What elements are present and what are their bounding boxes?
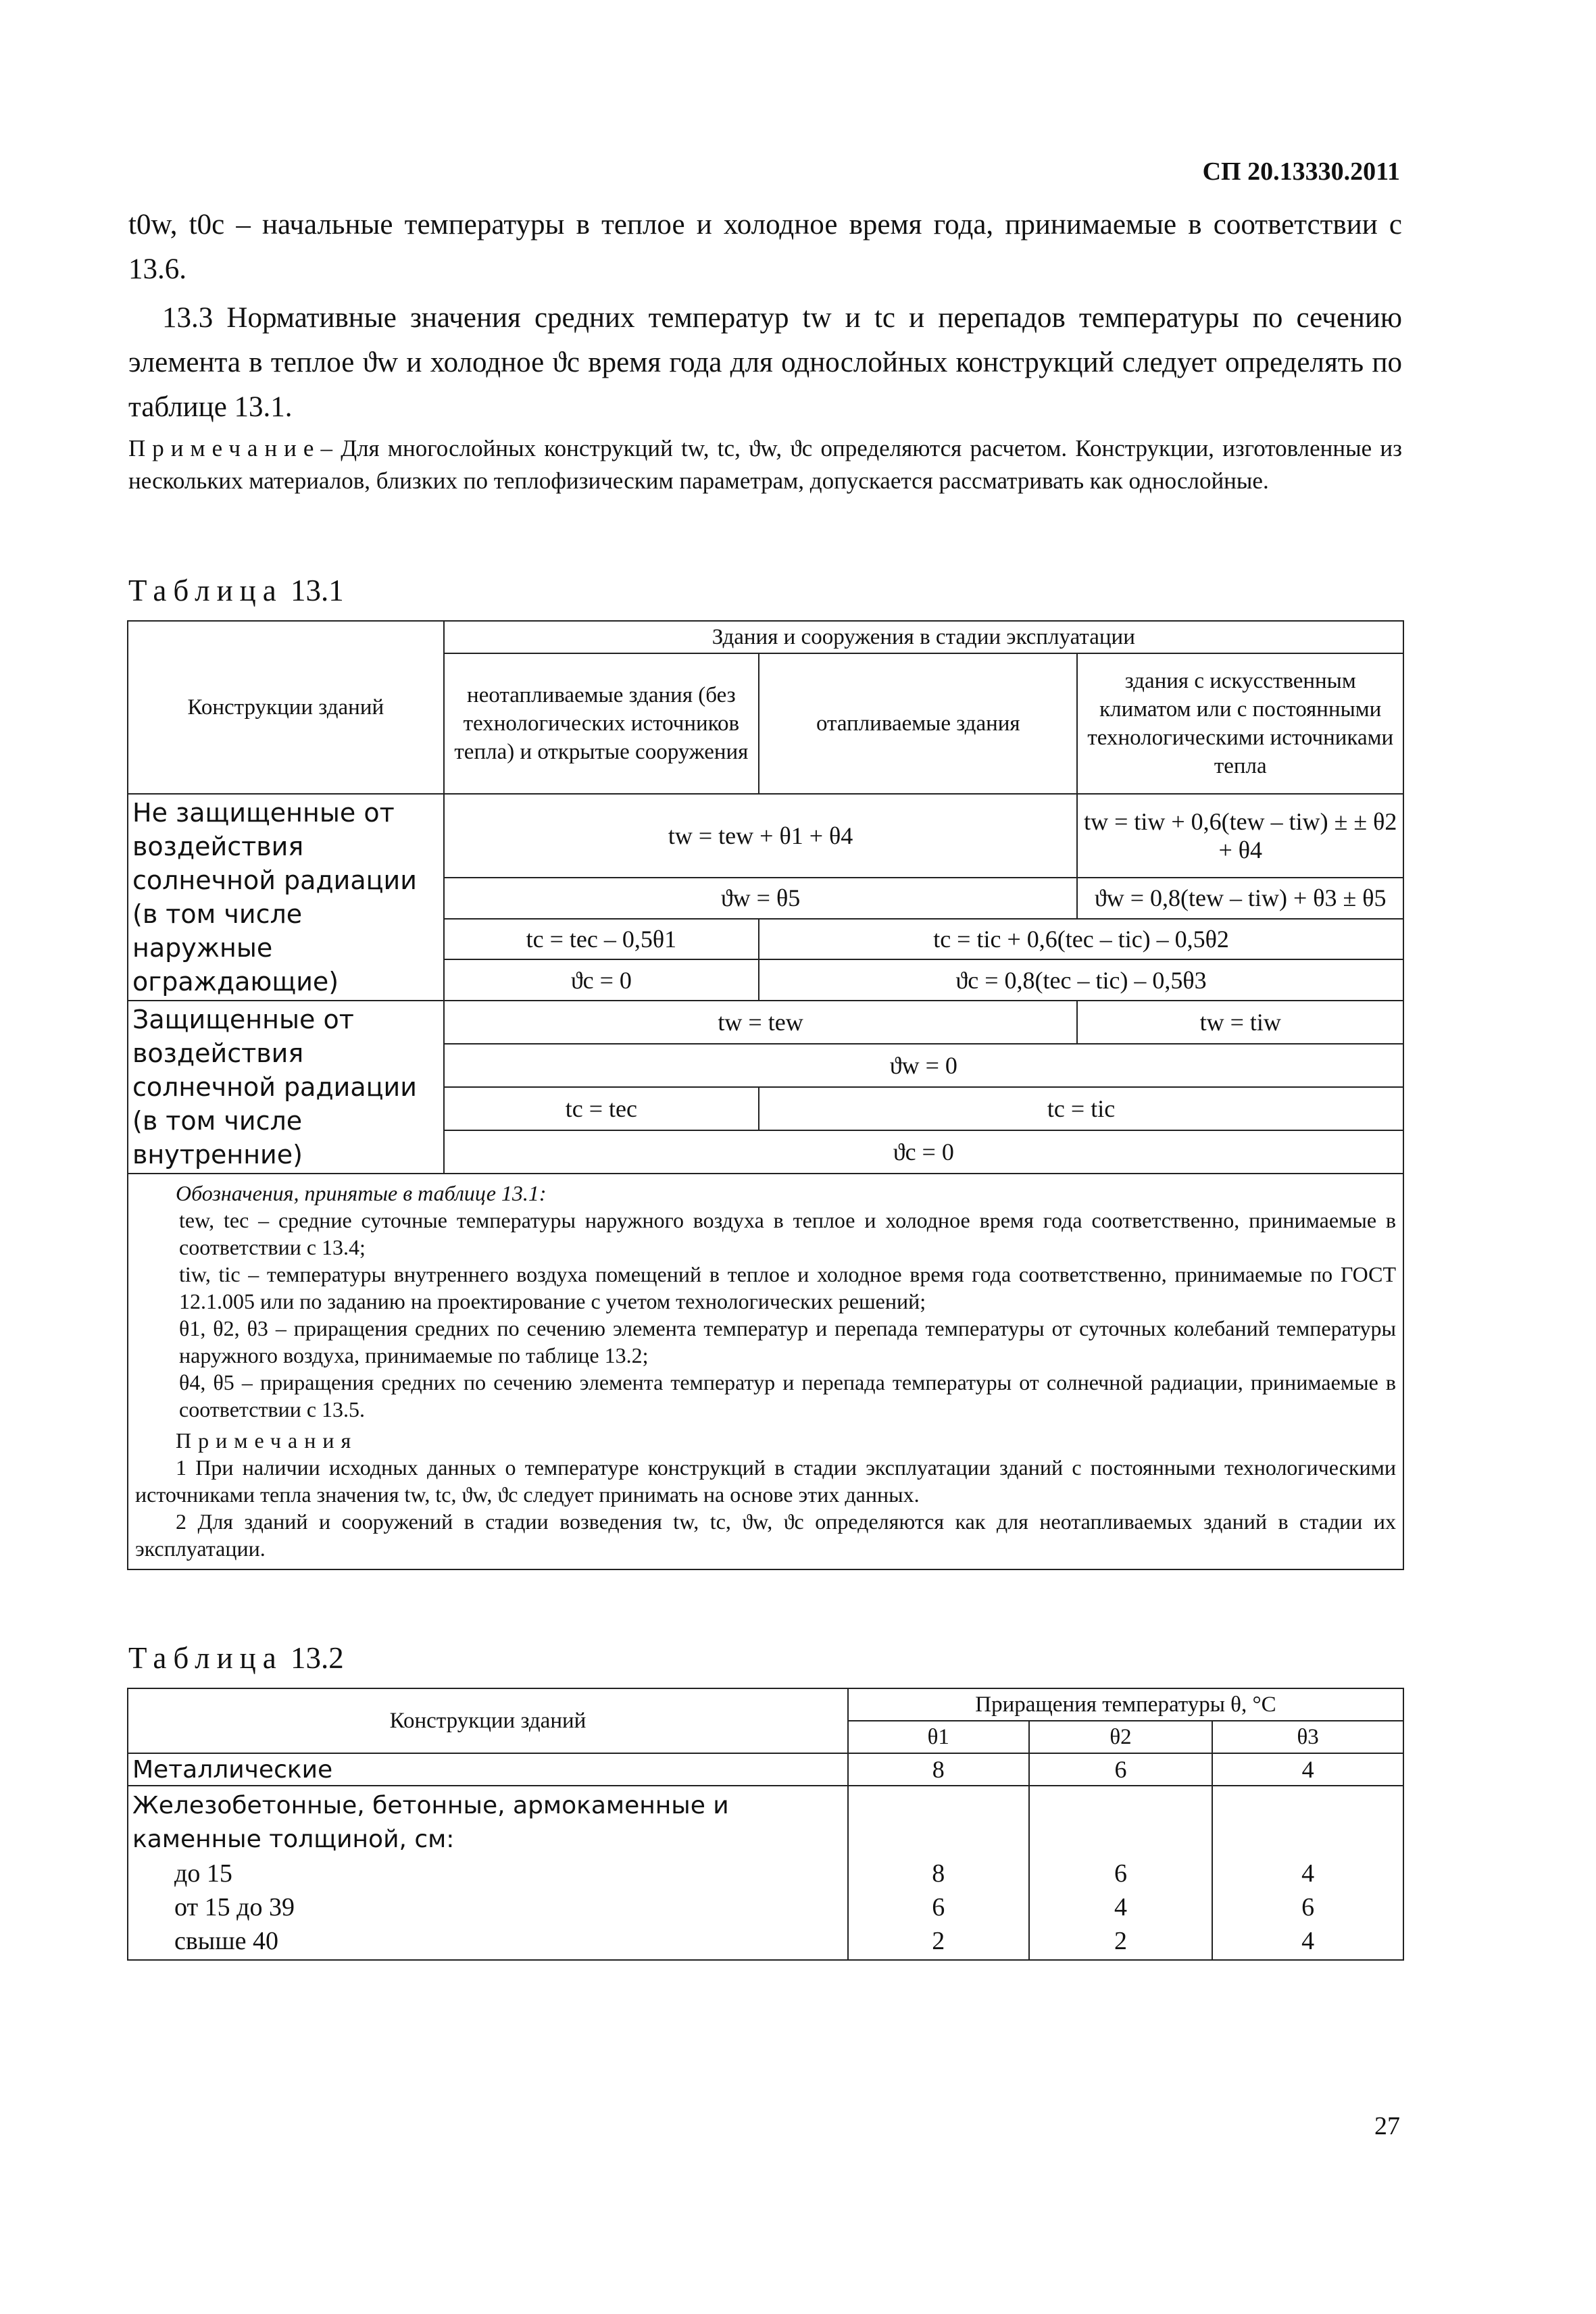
header-constructions: Конструкции зданий xyxy=(128,1688,848,1753)
value: 8 xyxy=(932,1859,945,1888)
table-13-1-caption xyxy=(128,573,344,608)
header-theta1: θ1 xyxy=(848,1721,1029,1753)
legend-item: θ1, θ2, θ3 – приращения средних по сечению элемента температур и перепада температуры от суточных колебаний температуры наружного воздуха, принимаемые по таблице 13.2; xyxy=(179,1316,1396,1367)
page-number: 27 xyxy=(1374,2112,1400,2140)
formula-tc-protected: tc = tec xyxy=(444,1087,759,1130)
row-protected-label: Защищенные от воздействия солнечной радиации (в том числе внутренние) xyxy=(128,1001,444,1174)
formula-vw-unprotected-artificial: ϑw = 0,8(tew – tiw) + θ3 ± θ5 xyxy=(1077,878,1403,919)
table-row-label: до 15 xyxy=(174,1859,232,1888)
cell-theta3: 4 xyxy=(1212,1753,1403,1786)
header-artificial-climate: здания с искусственным климатом или с постоянными технологическими источниками тепла xyxy=(1077,653,1403,794)
header-theta2: θ2 xyxy=(1029,1721,1213,1753)
cell-theta2 xyxy=(1029,1786,1213,1960)
value: 4 xyxy=(1301,1859,1315,1888)
table-note-2: 2 Для зданий и сооружений в стадии возведения tw, tc, ϑw, ϑc определяются как для неотапливаемых зданий в стадии их эксплуатации. xyxy=(135,1509,1396,1561)
table-caption-number: 13.1 xyxy=(290,574,344,607)
notes-title: Примечания xyxy=(176,1428,358,1453)
formula-vc-unprotected: ϑc = 0 xyxy=(444,959,759,1001)
formula-tc-protected-heated: tc = tic xyxy=(759,1087,1403,1130)
note-label: Примечание xyxy=(128,435,321,461)
value: 4 xyxy=(1114,1893,1127,1921)
table-13-1 xyxy=(127,620,1404,1570)
value: 4 xyxy=(1301,1927,1315,1955)
cell-theta1 xyxy=(848,1786,1029,1960)
header-constructions: Конструкции зданий xyxy=(128,621,444,794)
legend-item: tew, tec – средние суточные температуры наружного воздуха в теплое и холодное время года соответственно, принимаемые в соответствии с 13.4; xyxy=(179,1208,1396,1259)
document-code: СП 20.13330.2011 xyxy=(1202,157,1400,186)
formula-vc-unprotected-heated: ϑc = 0,8(tec – tic) – 0,5θ3 xyxy=(759,959,1403,1001)
cell-theta2: 6 xyxy=(1029,1753,1213,1786)
table-row-group xyxy=(128,1786,848,1960)
table-13-2-caption xyxy=(128,1640,344,1676)
value: 2 xyxy=(1114,1927,1127,1955)
paragraph-initial-temperatures: t0w, t0c – начальные температуры в теплое и холодное время года, принимаемые в соответствии с 13.6. xyxy=(128,209,1402,285)
header-unheated: неотапливаемые здания (без технологических источников тепла) и открытые сооружения xyxy=(444,653,759,794)
header-theta3: θ3 xyxy=(1212,1721,1403,1753)
note-text: – Для многослойных конструкций tw, tc, ϑw, ϑc определяются расчетом. Конструкции, изготовленные из нескольких материалов, близких по теплофизическим параметрам, допускается рассматривать как однослойные. xyxy=(128,435,1402,494)
formula-tw-unprotected: tw = tew + θ1 + θ4 xyxy=(444,794,1078,878)
row-unprotected-label: Не защищенные от воздействия солнечной радиации (в том числе наружные ограждающие) xyxy=(128,794,444,1001)
legend-title: Обозначения, принятые в таблице 13.1: xyxy=(176,1181,547,1205)
header-buildings-in-operation: Здания и сооружения в стадии эксплуатации xyxy=(444,621,1403,653)
formula-vc-protected: ϑc = 0 xyxy=(444,1130,1403,1174)
value: 6 xyxy=(1114,1859,1127,1888)
table-row-label: Металлические xyxy=(128,1753,848,1786)
note xyxy=(128,432,1402,497)
legend-item: θ4, θ5 – приращения средних по сечению элемента температур и перепада температуры от солнечной радиации, принимаемые в соответствии с 13.5. xyxy=(179,1370,1396,1422)
table-row-label: Железобетонные, бетонные, армокаменные и каменные толщиной, см: xyxy=(132,1792,729,1853)
table-row-label: свыше 40 xyxy=(174,1927,278,1955)
value: 2 xyxy=(932,1927,945,1955)
value: 6 xyxy=(1301,1893,1315,1921)
formula-vw-protected: ϑw = 0 xyxy=(444,1044,1403,1087)
table-caption-word: Таблица xyxy=(128,1641,283,1675)
table-note-1: 1 При наличии исходных данных о температуре конструкций в стадии эксплуатации зданий с постоянными технологическими источниками тепла значения tw, tc, ϑw, ϑc следует принимать на основе этих данных. xyxy=(135,1455,1396,1507)
cell-theta1: 8 xyxy=(848,1753,1029,1786)
formula-tw-protected-artificial: tw = tiw xyxy=(1077,1001,1403,1044)
table-row-label: от 15 до 39 xyxy=(174,1893,295,1921)
formula-tw-unprotected-artificial: tw = tiw + 0,6(tew – tiw) ± ± θ2 + θ4 xyxy=(1077,794,1403,878)
formula-tw-protected: tw = tew xyxy=(444,1001,1078,1044)
formula-tc-unprotected: tc = tec – 0,5θ1 xyxy=(444,919,759,960)
header-heated: отапливаемые здания xyxy=(759,653,1077,794)
paragraph-13-3: 13.3 Нормативные значения средних температур tw и tc и перепадов температуры по сечению элемента в теплое ϑw и холодное ϑc время года для однослойных конструкций следует определять по таблице 13.1. xyxy=(128,302,1402,423)
legend-item: tiw, tic – температуры внутреннего воздуха помещений в теплое и холодное время года соответственно, принимаемые по ГОСТ 12.1.005 или по заданию на проектирование с учетом технологических решений; xyxy=(179,1262,1396,1313)
table-13-1-footnotes xyxy=(128,1174,1403,1569)
table-caption-word: Таблица xyxy=(128,574,283,607)
cell-theta3 xyxy=(1212,1786,1403,1960)
table-13-2 xyxy=(127,1688,1404,1961)
table-caption-number: 13.2 xyxy=(290,1641,344,1675)
header-temperature-increments: Приращения температуры θ, °С xyxy=(848,1688,1403,1721)
value: 6 xyxy=(932,1893,945,1921)
formula-tc-unprotected-heated: tc = tic + 0,6(tec – tic) – 0,5θ2 xyxy=(759,919,1403,960)
formula-vw-unprotected: ϑw = θ5 xyxy=(444,878,1078,919)
